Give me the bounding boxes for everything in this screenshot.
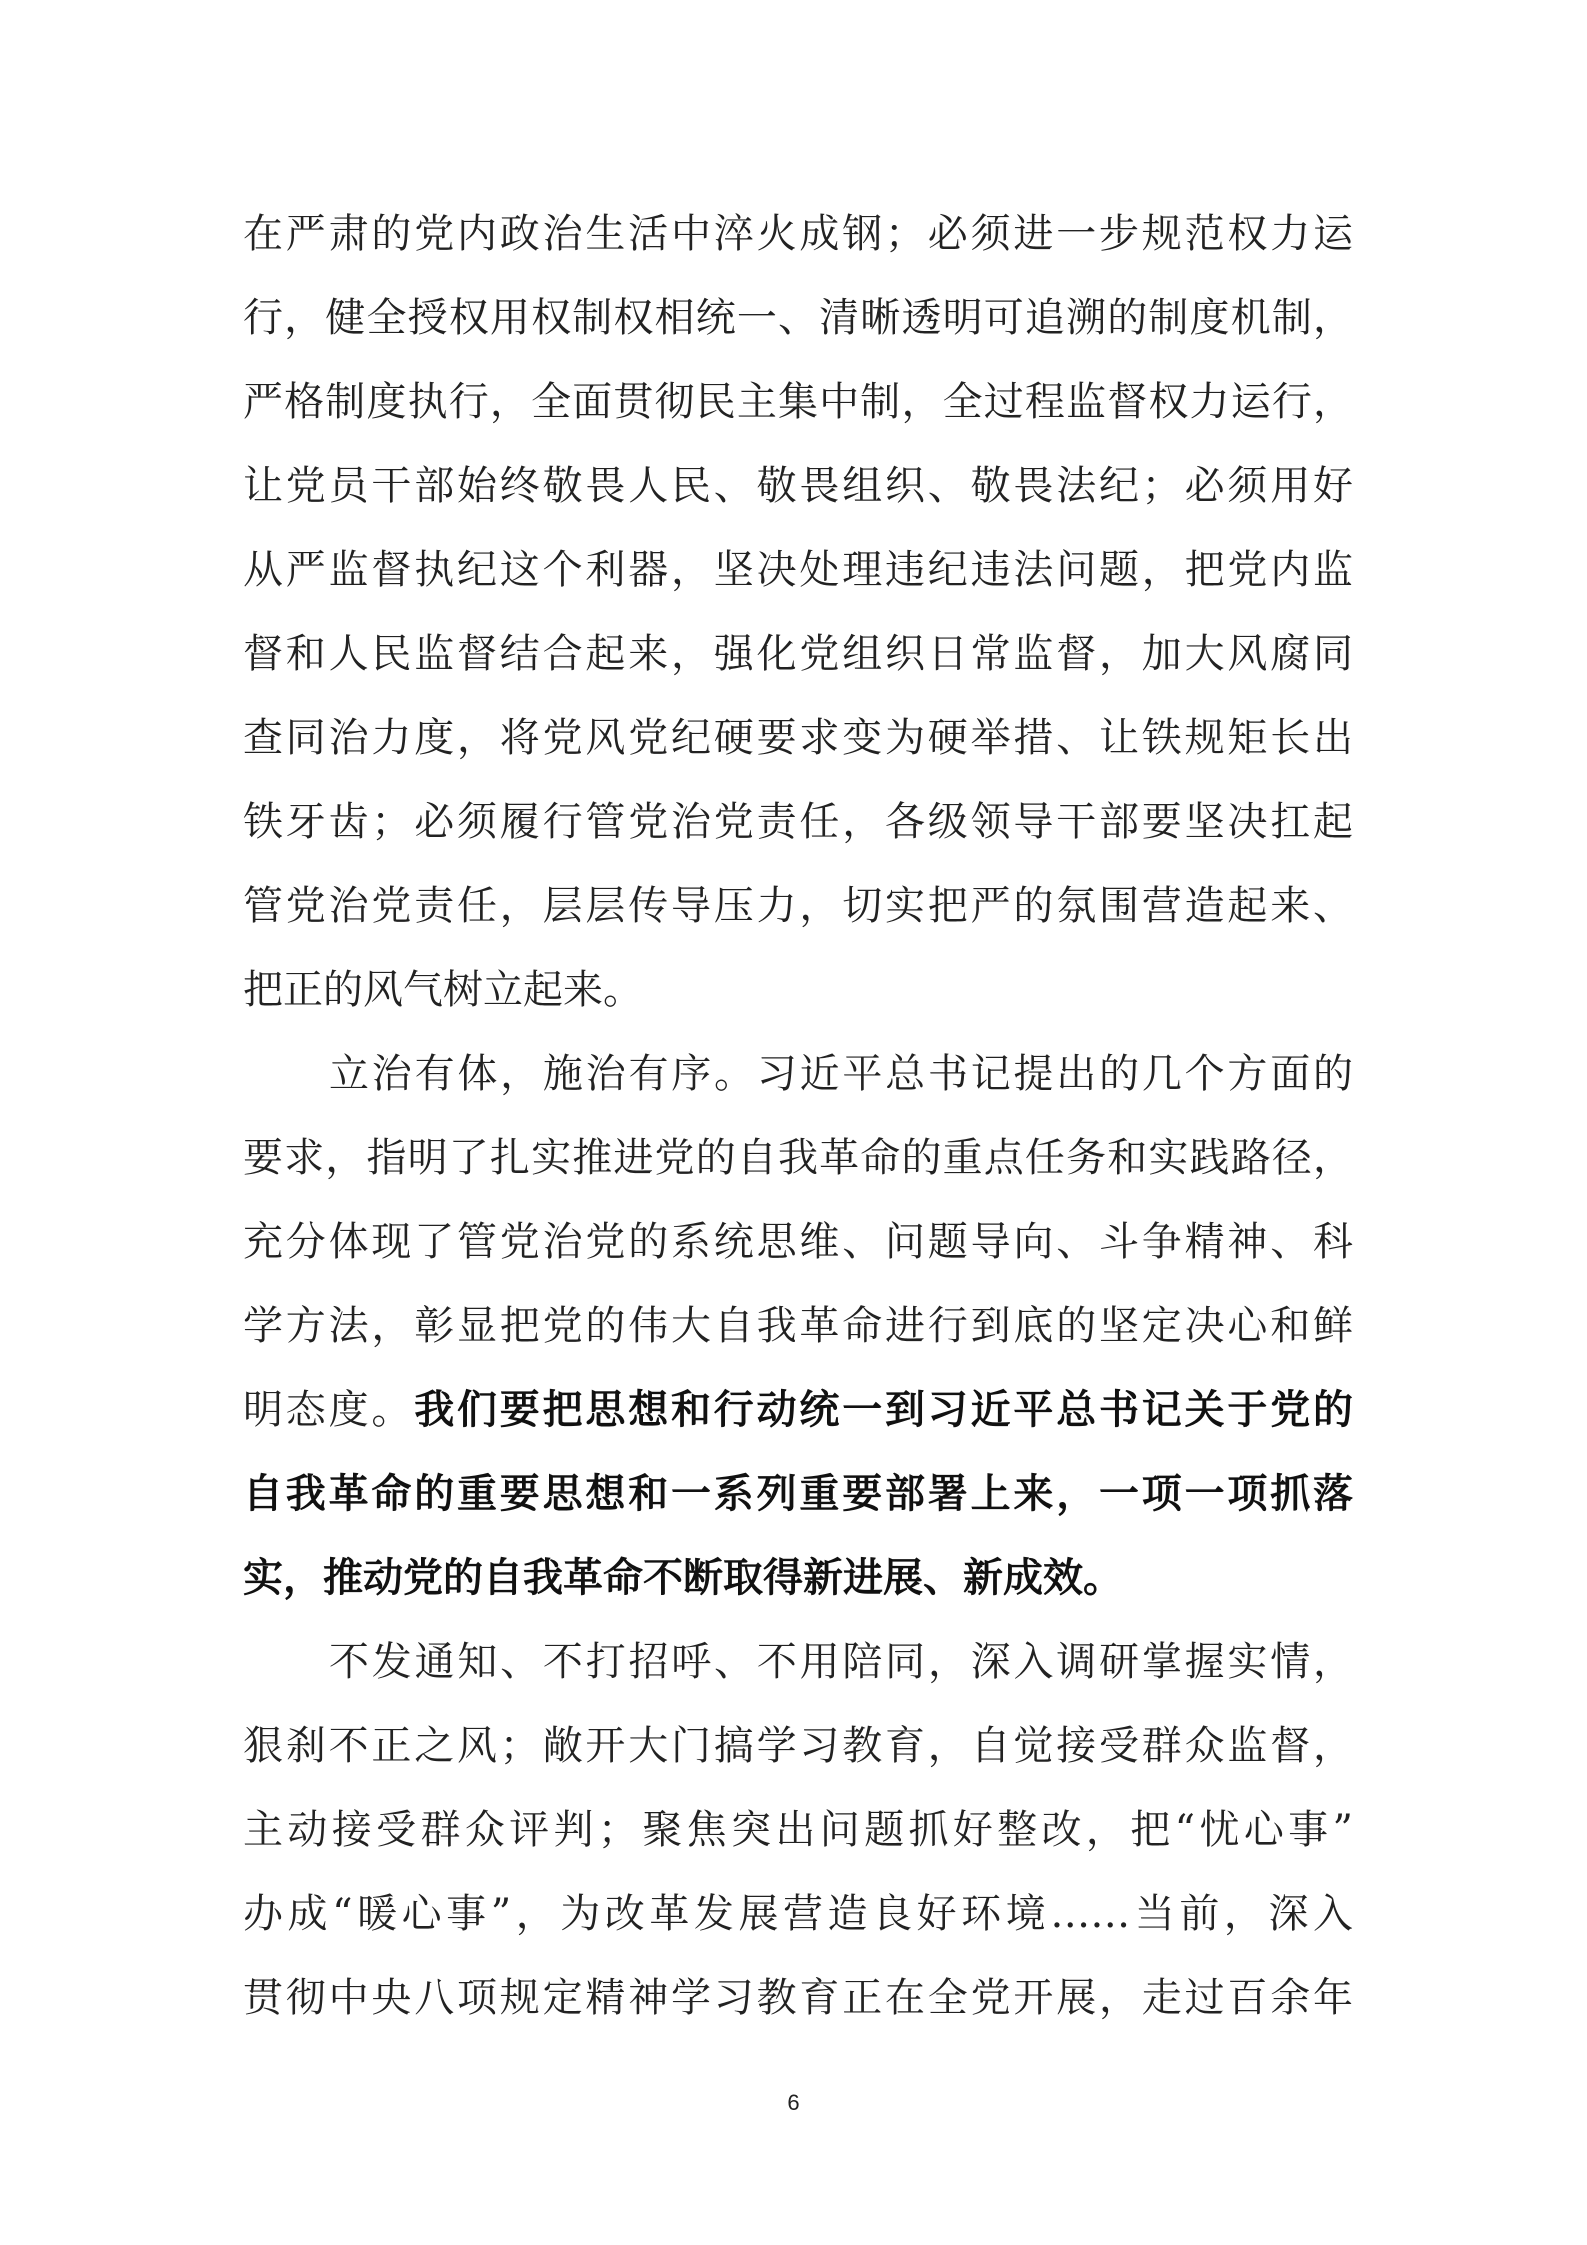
- paragraph-1-line-1: 在严肃的党内政治生活中淬火成钢；必须进一步规范权力运: [243, 211, 1353, 257]
- paragraph-2-line-2: 要求，指明了扎实推进党的自我革命的重点任务和实践路径，: [243, 1135, 1353, 1181]
- paragraph-1-line-4: 让党员干部始终敬畏人民、敬畏组织、敬畏法纪；必须用好: [243, 463, 1353, 509]
- paragraph-2-bold-line-1: 自我革命的重要思想和一系列重要部署上来，一项一项抓落: [243, 1471, 1353, 1517]
- paragraph-1-line-9: 管党治党责任，层层传导压力，切实把严的氛围营造起来、: [243, 883, 1353, 929]
- document-body: [243, 192, 1353, 2040]
- paragraph-1-line-10: 把正的风气树立起来。: [243, 967, 643, 1013]
- paragraph-3-line-5: 贯彻中央八项规定精神学习教育正在全党开展，走过百余年: [243, 1975, 1353, 2021]
- paragraph-3-line-3: 主动接受群众评判；聚焦突出问题抓好整改，把“忧心事”: [243, 1807, 1353, 1853]
- paragraph-3-line-2: 狠刹不正之风；敞开大门搞学习教育，自觉接受群众监督，: [243, 1723, 1353, 1769]
- paragraph-1-line-8: 铁牙齿；必须履行管党治党责任，各级领导干部要坚决扛起: [243, 799, 1353, 845]
- paragraph-2-line-3: 充分体现了管党治党的系统思维、问题导向、斗争精神、科: [243, 1219, 1353, 1265]
- paragraph-1-line-2: 行，健全授权用权制权相统一、清晰透明可追溯的制度机制，: [243, 295, 1353, 341]
- paragraph-2-line-4: 学方法，彰显把党的伟大自我革命进行到底的坚定决心和鲜: [243, 1303, 1353, 1349]
- paragraph-3-line-4: 办成“暖心事”，为改革发展营造良好环境……当前，深入: [243, 1891, 1353, 1937]
- paragraph-2-line-5-normal: 明态度。: [243, 1387, 415, 1433]
- page-number: 6: [787, 2090, 800, 2115]
- paragraph-2-line-1: 立治有体，施治有序。习近平总书记提出的几个方面的: [329, 1051, 1353, 1097]
- paragraph-2-line-5: [243, 1368, 1353, 1452]
- paragraph-1-line-5: 从严监督执纪这个利器，坚决处理违纪违法问题，把党内监: [243, 547, 1353, 593]
- paragraph-1-line-3: 严格制度执行，全面贯彻民主集中制，全过程监督权力运行，: [243, 379, 1353, 425]
- paragraph-2-bold-line-2: 实，推动党的自我革命不断取得新进展、新成效。: [243, 1555, 1123, 1601]
- paragraph-1-line-6: 督和人民监督结合起来，强化党组织日常监督，加大风腐同: [243, 631, 1353, 677]
- paragraph-3-line-1: 不发通知、不打招呼、不用陪同，深入调研掌握实情，: [329, 1639, 1353, 1685]
- paragraph-1-line-7: 查同治力度，将党风党纪硬要求变为硬举措、让铁规矩长出: [243, 715, 1353, 761]
- paragraph-2-line-5-bold: 我们要把思想和行动统一到习近平总书记关于党的: [414, 1387, 1354, 1433]
